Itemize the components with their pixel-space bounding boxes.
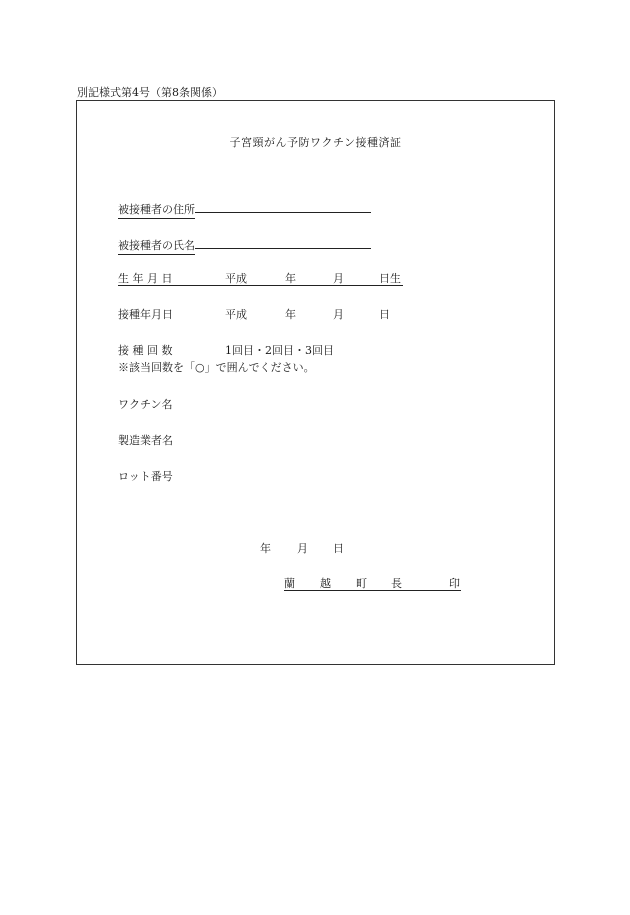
dose-count-options: 1回目・2回目・3回目	[225, 344, 334, 357]
birth-date-label: 生 年 月 日	[118, 272, 173, 285]
issue-month: 月	[297, 542, 308, 555]
issuer-line	[284, 575, 461, 591]
issue-year: 年	[260, 542, 271, 555]
vaccination-date-label: 接種年月日	[118, 308, 173, 321]
birth-era: 平成	[225, 272, 247, 285]
vaccination-era: 平成	[225, 308, 247, 321]
vaccination-day: 日	[379, 308, 390, 321]
dose-count-row	[118, 342, 403, 357]
address-fill-line	[195, 200, 371, 213]
vaccination-month: 月	[333, 308, 344, 321]
dose-count-label: 接 種 回 数	[118, 344, 173, 357]
dose-count-note: ※該当回数を「○」で囲んでください。	[118, 361, 315, 374]
issue-day: 日	[333, 542, 344, 555]
name-label: 被接種者の氏名	[118, 237, 195, 255]
issuer-char-3: 町	[356, 577, 367, 590]
vaccine-name-label: ワクチン名	[118, 398, 173, 411]
document-title: 子宮頸がん予防ワクチン接種済証	[229, 136, 402, 149]
name-fill-line	[195, 236, 371, 249]
address-label: 被接種者の住所	[118, 201, 195, 219]
issuer-char-1: 蘭	[284, 577, 295, 590]
certificate-frame	[76, 100, 555, 665]
seal-mark: 印	[449, 577, 460, 590]
issue-date	[260, 540, 360, 555]
birth-year: 年	[285, 272, 296, 285]
form-number: 別記様式第4号（第8条関係）	[77, 86, 223, 99]
vaccination-date-row	[118, 306, 403, 321]
issuer-char-4: 長	[391, 577, 402, 590]
address-row	[118, 200, 371, 219]
vaccination-year: 年	[285, 308, 296, 321]
lot-number-label: ロット番号	[118, 470, 173, 483]
issuer-char-2: 越	[320, 577, 331, 590]
name-row	[118, 236, 371, 255]
birth-date-row	[118, 270, 403, 286]
birth-month: 月	[333, 272, 344, 285]
manufacturer-label: 製造業者名	[118, 434, 173, 447]
birth-day: 日生	[379, 272, 401, 285]
